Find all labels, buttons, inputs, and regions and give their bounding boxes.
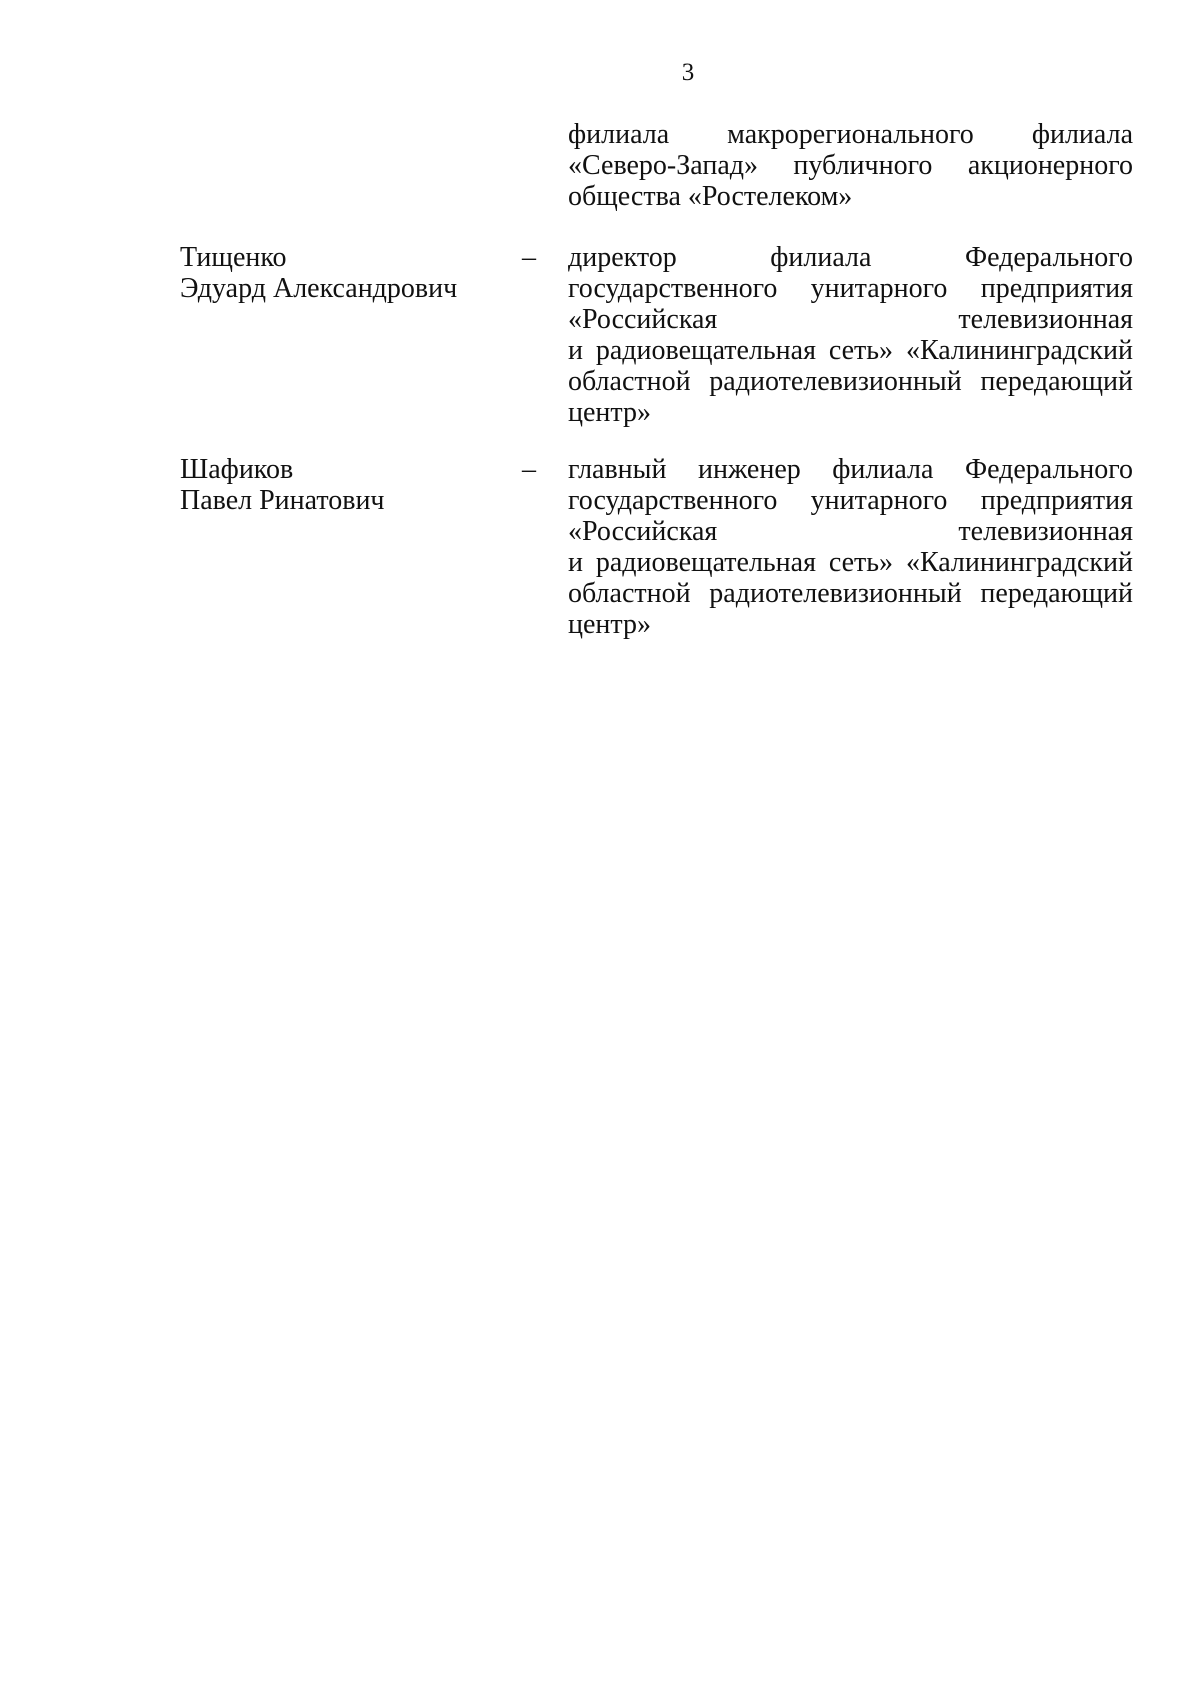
position-line: и радиовещательная сеть» «Калининградский xyxy=(568,335,1133,366)
position-line: центр» xyxy=(568,397,651,428)
position-line: государственного унитарного предприятия xyxy=(568,273,1133,304)
position-line: и радиовещательная сеть» «Калининградский xyxy=(568,547,1133,578)
entry-dash: – xyxy=(522,454,536,485)
position-line: «Российская телевизионная xyxy=(568,304,1133,335)
continued-description xyxy=(568,119,1133,212)
description-line: «Северо-Запад» публичного акционерного xyxy=(568,150,1133,181)
person-name xyxy=(180,242,510,304)
position-line: областной радиотелевизионный передающий xyxy=(568,366,1133,397)
position-line: «Российская телевизионная xyxy=(568,516,1133,547)
page-number: 3 xyxy=(681,59,695,86)
position-line: областной радиотелевизионный передающий xyxy=(568,578,1133,609)
person-surname: Шафиков xyxy=(180,454,294,485)
position-line: главный инженер филиала Федерального xyxy=(568,454,1133,485)
entry-dash: – xyxy=(522,242,536,273)
person-surname: Тищенко xyxy=(180,242,287,273)
position-line: государственного унитарного предприятия xyxy=(568,485,1133,516)
description-line: общества «Ростелеком» xyxy=(568,181,853,212)
position-line: директор филиала Федерального xyxy=(568,242,1133,273)
position-line: центр» xyxy=(568,609,651,640)
person-position xyxy=(568,454,1133,640)
person-given-names: Павел Ринатович xyxy=(180,485,385,516)
person-position xyxy=(568,242,1133,428)
person-name xyxy=(180,454,510,516)
description-line: филиала макрорегионального филиала xyxy=(568,119,1133,150)
person-given-names: Эдуард Александрович xyxy=(180,273,458,304)
